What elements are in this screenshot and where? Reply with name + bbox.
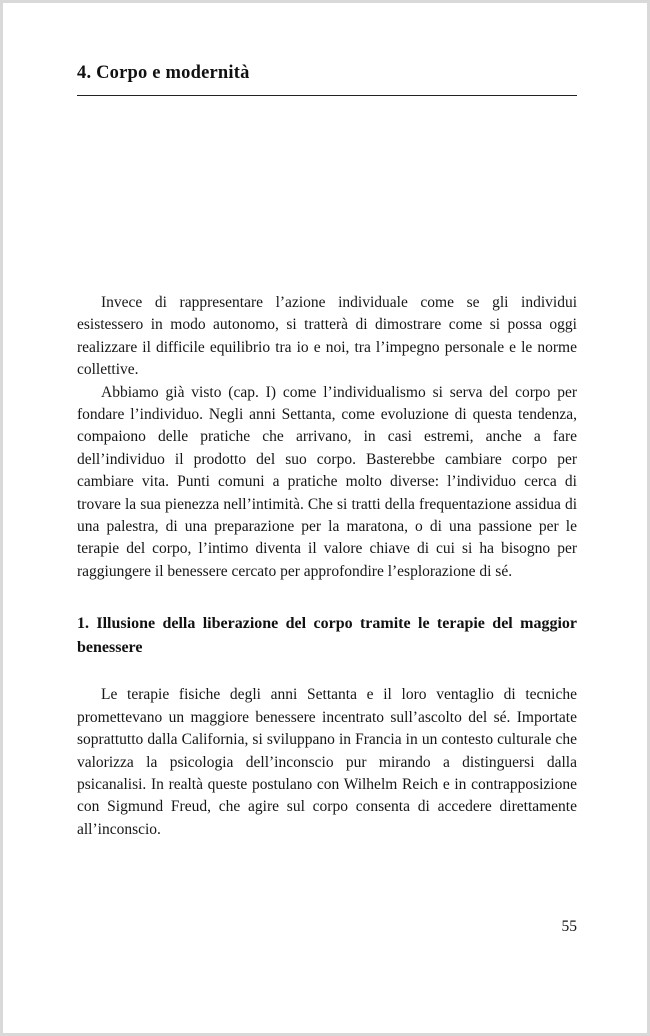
chapter-title: 4. Corpo e modernità — [77, 63, 250, 83]
paragraph: Invece di rappresentare l’azione individuale come se gli individui esistessero in modo autonomo, si tratterà di dimostrare come si possa oggi realizzare il difficile equilibrio tra io e noi, tra l’impegno personale e le norme collettive. — [77, 294, 577, 379]
page-number: 55 — [561, 918, 577, 935]
page-body — [77, 292, 577, 841]
title-rule — [77, 95, 577, 96]
paragraph: Le terapie fisiche degli anni Settanta e il loro ventaglio di tecniche promettevano un maggiore benessere incentrato sull’ascolto del sé. Importate soprattutto dalla California, si sviluppano in Francia in un contesto culturale che valorizza la psicologia dell’inconscio pur mirando a distinguersi dalla psicanalisi. In realtà queste postulano con Wilhelm Reich e in contrapposizione con Sigmund Freud, che agire sul corpo consenta di accedere direttamente all’inconscio. — [77, 686, 577, 838]
section-heading: 1. Illusione della liberazione del corpo tramite le terapie del maggior benessere — [77, 615, 577, 656]
chapter-header — [77, 63, 577, 96]
book-page — [3, 3, 647, 1033]
paragraph: Abbiamo già visto (cap. I) come l’individualismo si serva del corpo per fondare l’individuo. Negli anni Settanta, come evoluzione di questa tendenza, compaiono delle pratiche che arrivano, in casi estremi, anche a fare dell’individuo il prodotto del suo corpo. Basterebbe cambiare corpo per cambiare vita. Punti comuni a pratiche molto diverse: l’individuo cerca di trovare la sua pienezza nell’intimità. Che si tratti della frequentazione assidua di una palestra, di una preparazione per la maratona, o di una passione per le terapie del corpo, l’intimo diventa il valore chiave di cui si ha bisogno per raggiungere il benessere cercato per approfondire l’esplorazione di sé. — [77, 383, 577, 580]
